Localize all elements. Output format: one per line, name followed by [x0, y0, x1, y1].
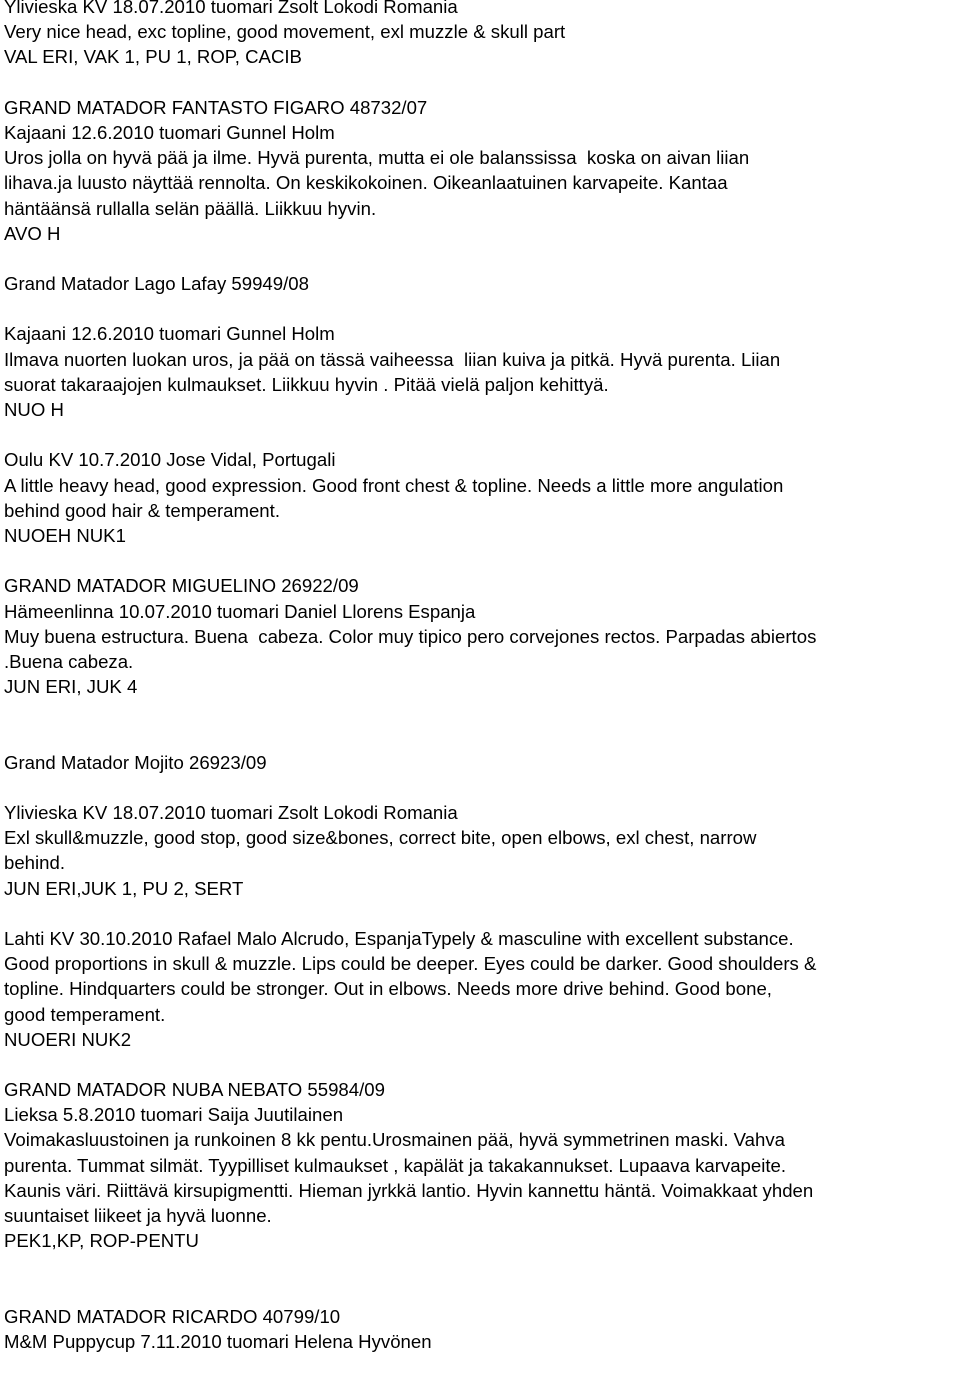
blank-line: [4, 548, 958, 573]
text-line: Grand Matador Mojito 26923/09: [4, 751, 267, 773]
text-line: JUN ERI, JUK 4: [4, 676, 138, 698]
text-line: Voimakasluustoinen ja runkoinen 8 kk pentu.Urosmainen pää, hyvä symmetrinen maski. Vahva: [4, 1129, 786, 1151]
text-line: Muy buena estructura. Buena cabeza. Color muy tipico pero corvejones rectos. Parpadas abiertos: [4, 625, 817, 647]
document-section: [4, 1253, 958, 1354]
document-section: [4, 422, 958, 548]
text-line: behind.: [4, 852, 66, 874]
text-line: topline. Hindquarters could be stronger. Out in elbows. Needs more drive behind. Good bone,: [4, 978, 772, 1000]
blank-line: [4, 1279, 958, 1304]
text-line: NUOERI NUK2: [4, 1028, 132, 1050]
blank-line: [4, 422, 958, 447]
text-line: suuntaiset liikeet ja hyvä luonne.: [4, 1205, 272, 1226]
text-line: Lieksa 5.8.2010 tuomari Saija Juutilainen: [4, 1104, 344, 1126]
text-line: häntäänsä rullalla selän päällä. Liikkuu hyvin.: [4, 197, 377, 219]
document-section: [4, 548, 958, 699]
text-line: GRAND MATADOR RICARDO 40799/10: [4, 1305, 341, 1327]
text-line: Uros jolla on hyvä pää ja ilme. Hyvä purenta, mutta ei ole balanssissa koska on aivan liian: [4, 147, 750, 169]
blank-line: [4, 1253, 958, 1278]
text-line: NUO H: [4, 399, 64, 420]
document-section: [4, 296, 958, 422]
blank-line: [4, 699, 958, 724]
text-line: VAL ERI, VAK 1, PU 1, ROP, CACIB: [4, 46, 302, 68]
text-line: Ilmava nuorten luokan uros, ja pää on tässä vaiheessa liian kuiva ja pitkä. Hyvä purenta. Liian: [4, 348, 781, 370]
document-section: [4, 70, 958, 246]
blank-line: [4, 296, 958, 321]
document-section: [4, 901, 958, 1052]
text-line: A little heavy head, good expression. Good front chest & topline. Needs a little more angulation: [4, 474, 784, 496]
text-line: suorat takaraajojen kulmaukset. Liikkuu hyvin . Pitää vielä paljon kehittyä.: [4, 373, 609, 395]
blank-line: [4, 70, 958, 95]
document-section: [4, 699, 958, 775]
document-page: [4, 0, 958, 1354]
text-line: Oulu KV 10.7.2010 Jose Vidal, Portugali: [4, 449, 336, 471]
text-line: behind good hair & temperament.: [4, 499, 280, 521]
text-line: Kajaani 12.6.2010 tuomari Gunnel Holm: [4, 121, 335, 143]
blank-line: [4, 1052, 958, 1077]
blank-line: [4, 246, 958, 271]
text-line: GRAND MATADOR FANTASTO FIGARO 48732/07: [4, 96, 428, 118]
text-line: .Buena cabeza.: [4, 650, 134, 672]
text-line: Ylivieska KV 18.07.2010 tuomari Zsolt Lokodi Romania: [4, 0, 458, 17]
text-line: Exl skull&muzzle, good stop, good size&bones, correct bite, open elbows, exl chest, narrow: [4, 827, 757, 849]
text-line: good temperament.: [4, 1003, 166, 1025]
text-line: Very nice head, exc topline, good movement, exl muzzle & skull part: [4, 21, 566, 43]
text-line: purenta. Tummat silmät. Tyypilliset kulmaukset , kapälät ja takakannukset. Lupaava karvapeite.: [4, 1154, 787, 1176]
text-line: PEK1,KP, ROP-PENTU: [4, 1230, 199, 1252]
text-line: NUOEH NUK1: [4, 524, 126, 546]
text-line: Grand Matador Lago Lafay 59949/08: [4, 273, 309, 295]
text-line: M&M Puppycup 7.11.2010 tuomari Helena Hyvönen: [4, 1330, 432, 1352]
text-line: Kaunis väri. Riittävä kirsupigmentti. Hieman jyrkkä lantio. Hyvin kannettu häntä. Voimakkaat yhden: [4, 1179, 814, 1201]
text-line: lihava.ja luusto näyttää rennolta. On keskikokoinen. Oikeanlaatuinen karvapeite. Kantaa: [4, 172, 728, 194]
blank-line: [4, 901, 958, 926]
text-line: Kajaani 12.6.2010 tuomari Gunnel Holm: [4, 323, 335, 345]
text-line: Ylivieska KV 18.07.2010 tuomari Zsolt Lokodi Romania: [4, 802, 458, 823]
text-line: AVO H: [4, 222, 61, 244]
blank-line: [4, 724, 958, 749]
text-line: Good proportions in skull & muzzle. Lips could be deeper. Eyes could be darker. Good shoulders &: [4, 953, 817, 975]
document-section: [4, 1052, 958, 1254]
text-line: Hämeenlinna 10.07.2010 tuomari Daniel Llorens Espanja: [4, 600, 476, 622]
document-section: [4, 0, 958, 70]
blank-line: [4, 775, 958, 800]
text-line: Lahti KV 30.10.2010 Rafael Malo Alcrudo, EspanjaTypely & masculine with excellent substance.: [4, 927, 794, 949]
document-section: [4, 246, 958, 296]
text-line: GRAND MATADOR NUBA NEBATO 55984/09: [4, 1079, 385, 1101]
text-line: JUN ERI,JUK 1, PU 2, SERT: [4, 877, 244, 899]
document-section: [4, 775, 958, 901]
text-line: GRAND MATADOR MIGUELINO 26922/09: [4, 575, 359, 597]
